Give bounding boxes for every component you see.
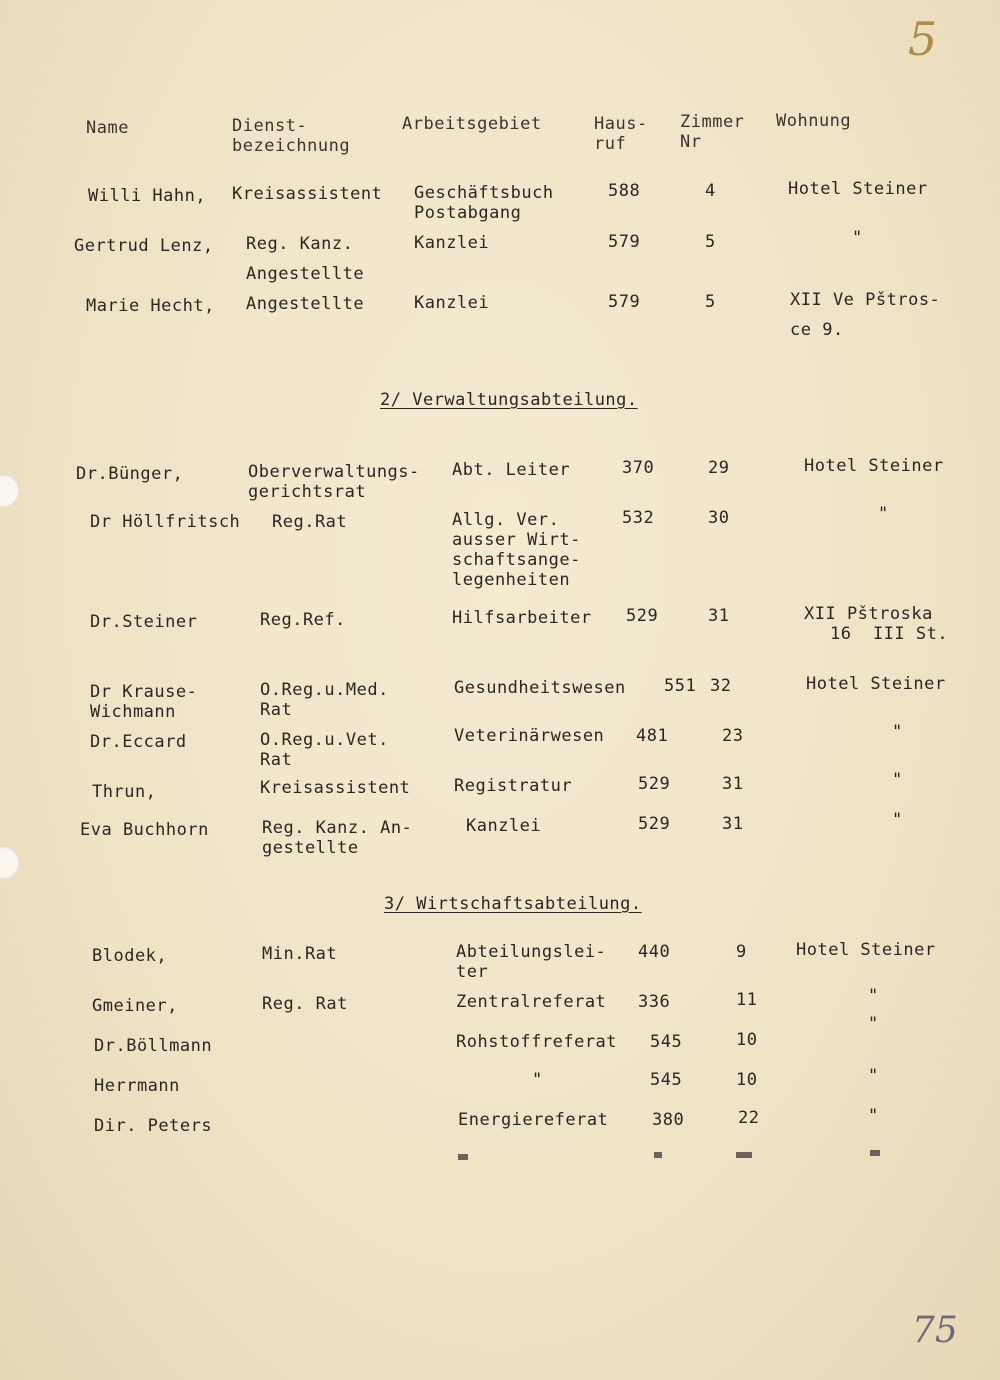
row-zimmer: 23 [722,726,744,746]
section-3-title: 3/ Wirtschaftsabteilung. [384,894,642,914]
row-dienst: Kreisassistent [260,778,411,798]
row-wohnung: Hotel Steiner [796,940,936,960]
row-wohnung: " [892,810,903,830]
row-zimmer: 31 [722,814,744,834]
row-name: Dir. Peters [94,1116,213,1136]
row-dienst: Reg. Rat [262,994,348,1014]
row-wohnung: " [892,770,903,790]
row-wohnung: " [852,228,863,248]
row-wohnung: " [868,1106,879,1126]
row-dienst: O.Reg.u.Med. [260,680,389,700]
row-ruf: 380 [652,1110,685,1130]
row-zimmer: 10 [736,1030,758,1050]
row-gebiet-3: schaftsange- [452,550,581,570]
punch-hole-upper [0,474,20,508]
row-zimmer: 31 [708,606,730,626]
row-name: Herrmann [94,1076,180,1096]
row-ruf: 529 [638,774,671,794]
header-zimmer-2: Nr [680,132,702,152]
row-name: Blodek, [92,946,168,966]
row-dienst: Kreisassistent [232,184,383,204]
row-dienst: Reg.Rat [272,512,348,532]
row-zimmer: 5 [705,292,716,312]
row-dienst-2: gerichtsrat [248,482,367,502]
row-name-2: Wichmann [90,702,176,722]
row-wohnung: Hotel Steiner [788,179,928,199]
row-name: Thrun, [92,782,157,802]
row-wohnung: XII Ve Pštros- [790,290,941,310]
row-gebiet: Kanzlei [466,816,542,836]
row-gebiet: " [532,1070,543,1090]
row-dienst: O.Reg.u.Vet. [260,730,389,750]
header-hausruf-1: Haus- [594,114,648,134]
row-wohnung: " [868,1014,879,1034]
row-ruf: 529 [626,606,659,626]
header-dienst-1: Dienst- [232,116,308,136]
row-gebiet-2: Postabgang [414,203,522,223]
row-dienst-2: gestellte [262,838,359,858]
row-gebiet: Abt. Leiter [452,460,571,480]
row-wohnung: " [868,1066,879,1086]
row-gebiet: Abteilungslei- [456,942,607,962]
row-ruf: 551 [664,676,697,696]
row-gebiet: Allg. Ver. [452,510,560,530]
row-dienst: Reg.Ref. [260,610,346,630]
row-gebiet-2: ter [456,962,489,982]
row-gebiet-4: legenheiten [452,570,571,590]
row-ruf: 579 [608,292,641,312]
row-name: Gmeiner, [92,996,178,1016]
row-name: Dr.Bünger, [76,464,184,484]
row-gebiet-2: ausser Wirt- [452,530,581,550]
row-zimmer: 11 [736,990,758,1010]
row-gebiet: Zentralreferat [456,992,607,1012]
row-gebiet: Rohstoffreferat [456,1032,618,1052]
row-gebiet: Gesundheitswesen [454,678,626,698]
row-name: Gertrud Lenz, [74,236,214,256]
row-wohnung: Hotel Steiner [806,674,946,694]
row-gebiet: Energiereferat [458,1110,609,1130]
row-gebiet: Registratur [454,776,573,796]
header-arbeitsgebiet: Arbeitsgebiet [402,114,542,134]
header-zimmer-1: Zimmer [680,112,745,132]
row-ruf: 532 [622,508,655,528]
row-ruf: 579 [608,232,641,252]
row-dienst: Reg. Kanz. An- [262,818,413,838]
row-wohnung: Hotel Steiner [804,456,944,476]
row-name: Dr Krause- [90,682,198,702]
row-ruf: 336 [638,992,671,1012]
row-ruf: 481 [636,726,669,746]
row-name: Eva Buchhorn [80,820,209,840]
row-ruf: 545 [650,1032,683,1052]
row-gebiet: Geschäftsbuch [414,183,554,203]
row-wohnung-2: 16 III St. [830,624,949,644]
row-dienst-2: Rat [260,750,293,770]
row-dienst-2: Angestellte [246,264,365,284]
section-2-title: 2/ Verwaltungsabteilung. [380,390,638,410]
header-hausruf-2: ruf [594,134,627,154]
row-gebiet: Kanzlei [414,293,490,313]
row-ruf: 529 [638,814,671,834]
row-zimmer: 32 [710,676,732,696]
row-gebiet: Hilfsarbeiter [452,608,592,628]
row-wohnung: " [878,504,889,524]
row-wohnung-2: ce 9. [790,320,844,340]
header-dienst-2: bezeichnung [232,136,351,156]
header-name: Name [86,118,129,138]
row-wohnung: " [868,986,879,1006]
corner-mark: 5 [908,12,938,66]
header-wohnung: Wohnung [776,111,852,131]
row-gebiet: Kanzlei [414,233,490,253]
row-zimmer: 10 [736,1070,758,1090]
row-zimmer: 4 [705,181,716,201]
row-zimmer: 29 [708,458,730,478]
row-dienst: Oberverwaltungs- [248,462,420,482]
row-dienst: Min.Rat [262,944,338,964]
row-name: Dr.Eccard [90,732,187,752]
row-ruf: 545 [650,1070,683,1090]
row-name: Dr Höllfritsch [90,512,241,532]
row-name: Dr.Böllmann [94,1036,213,1056]
row-zimmer: 30 [708,508,730,528]
row-zimmer: 9 [736,942,747,962]
row-wohnung: " [892,722,903,742]
row-ruf: 440 [638,942,671,962]
row-ruf: 588 [608,181,641,201]
row-dienst: Angestellte [246,294,365,314]
punch-hole-lower [0,846,20,880]
row-wohnung: XII Pštroska [804,604,933,624]
row-zimmer: 22 [738,1108,760,1128]
row-zimmer: 31 [722,774,744,794]
row-name: Willi Hahn, [88,186,207,206]
row-dienst-2: Rat [260,700,293,720]
row-gebiet: Veterinärwesen [454,726,605,746]
row-ruf: 370 [622,458,655,478]
page-number-mark: 75 [912,1310,958,1351]
row-name: Dr.Steiner [90,612,198,632]
row-name: Marie Hecht, [86,296,215,316]
row-dienst: Reg. Kanz. [246,234,354,254]
row-zimmer: 5 [705,232,716,252]
